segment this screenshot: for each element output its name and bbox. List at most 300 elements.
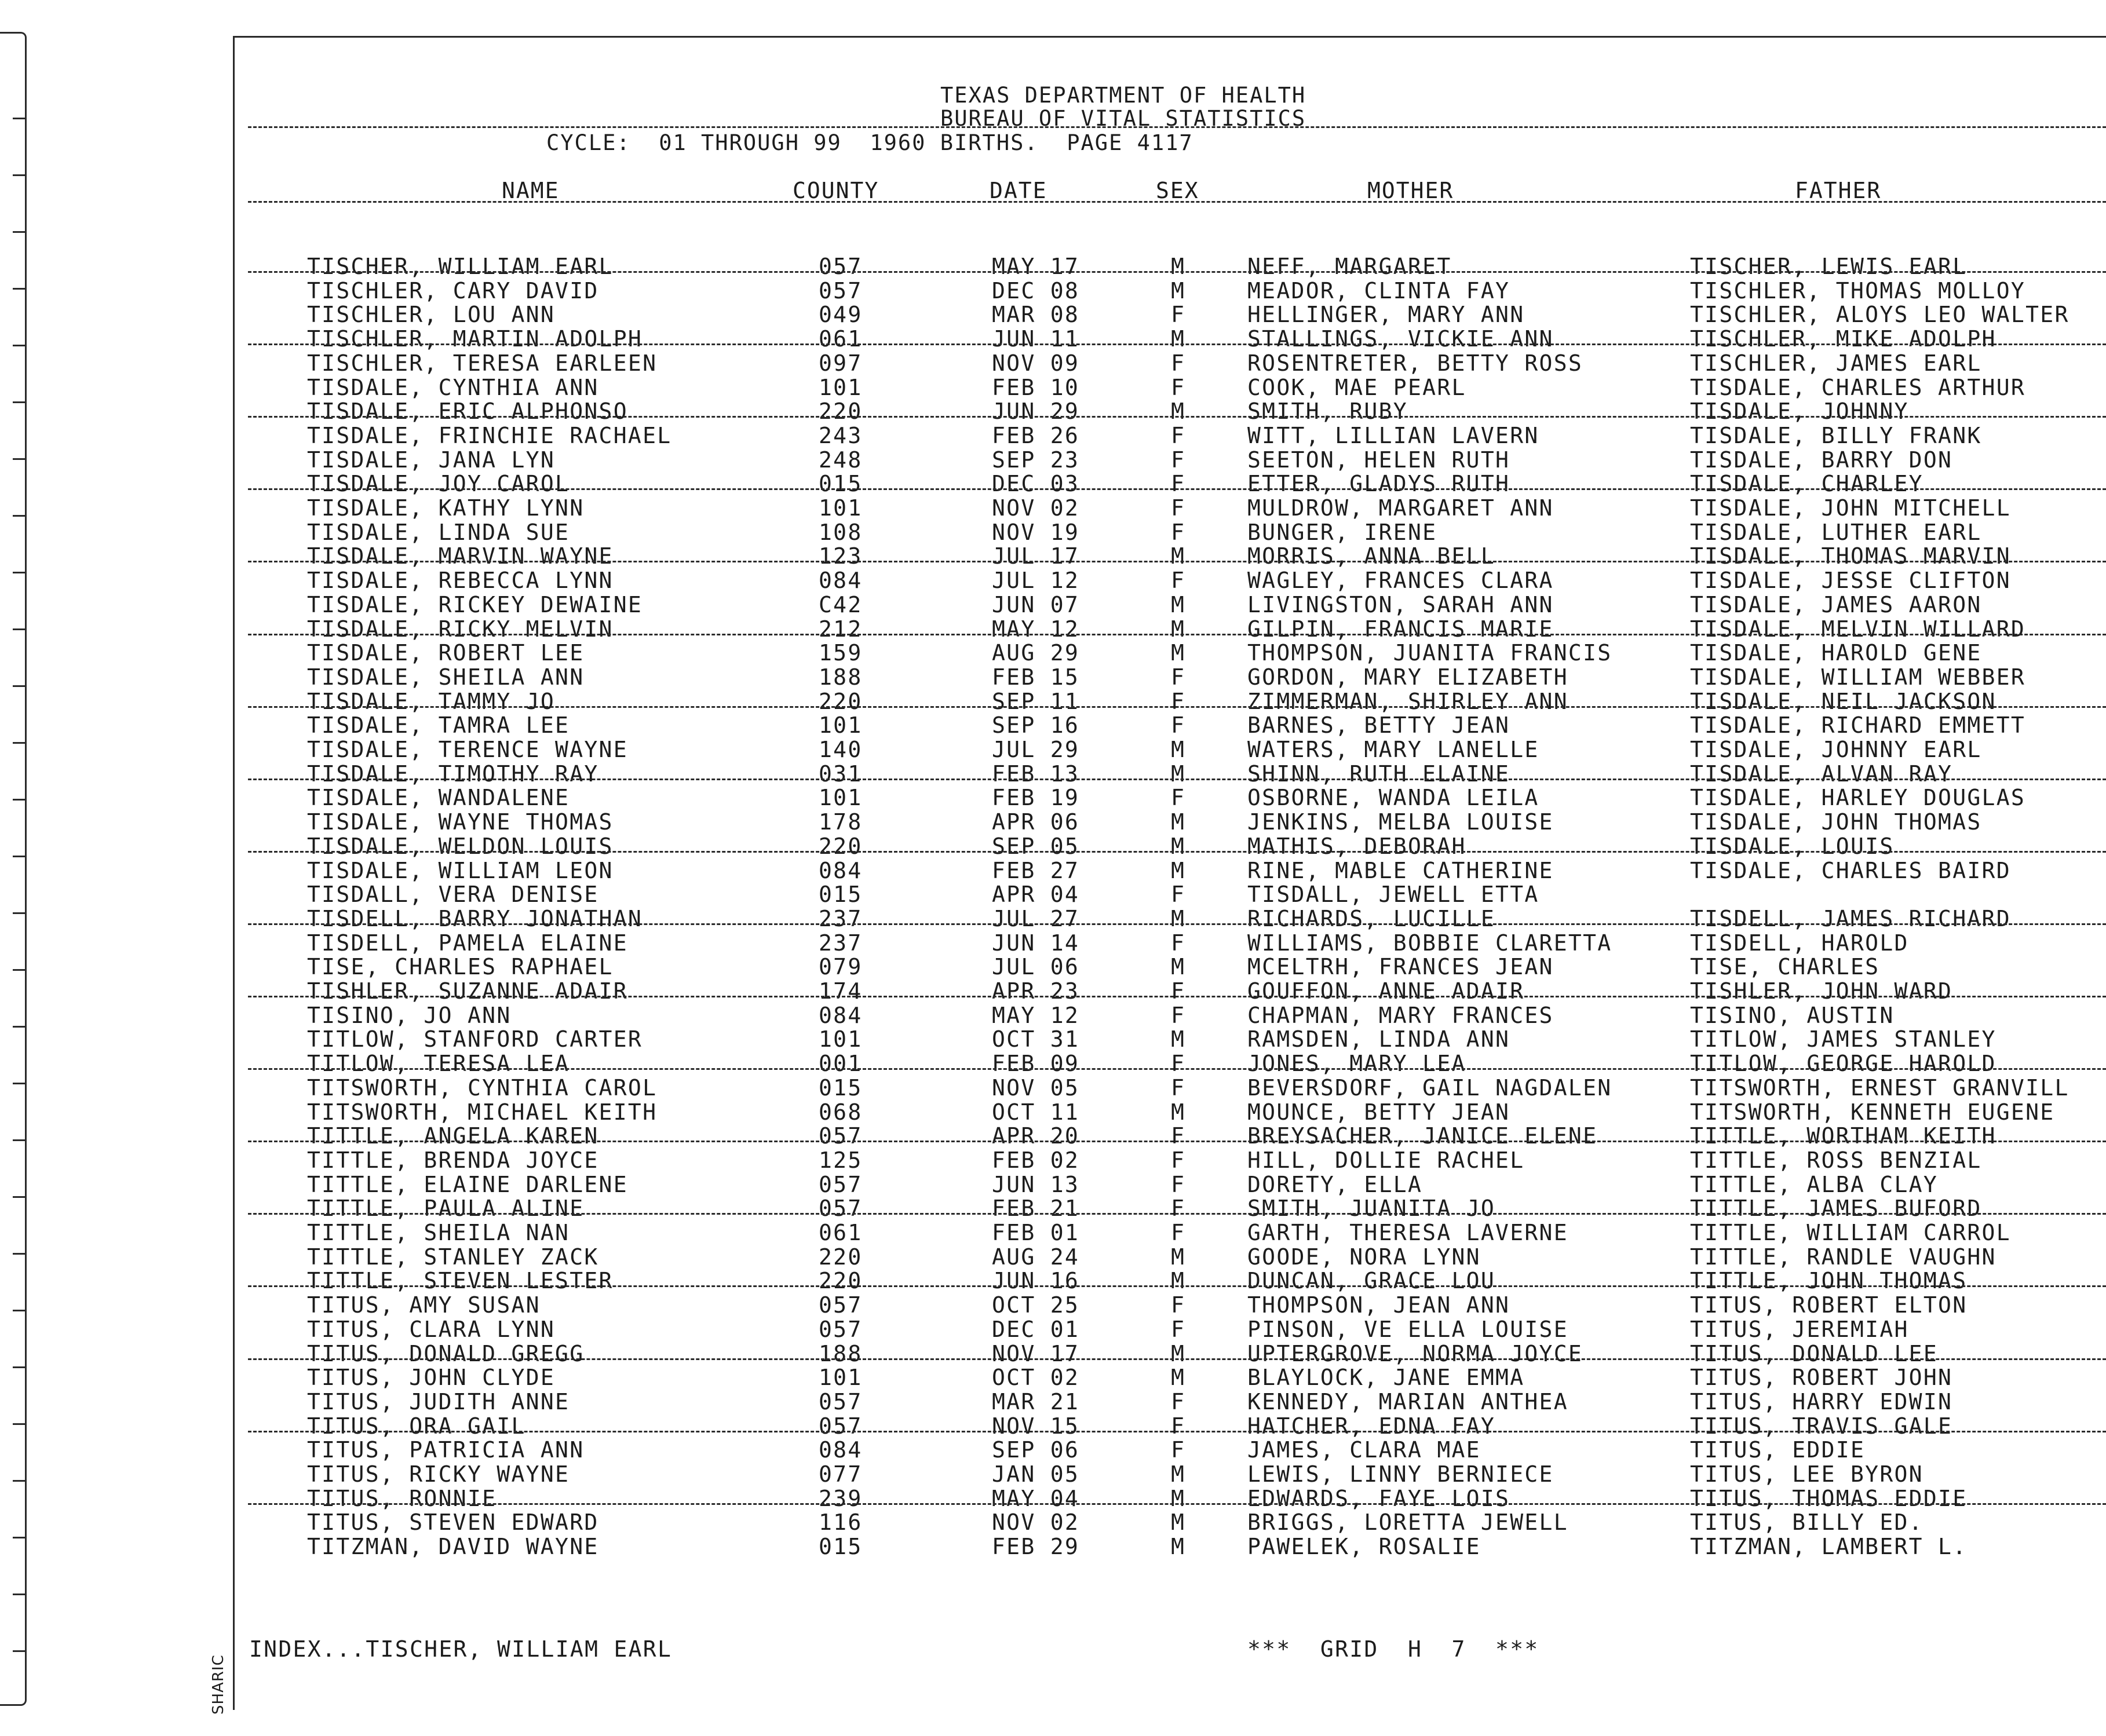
cell-mother: SHINN, RUTH ELAINE [1247,761,1510,787]
cell-name: TISCHLER, MARTIN ADOLPH [307,326,643,352]
table-row [0,809,2106,834]
cell-father: TISINO, AUSTIN [1690,1002,1895,1028]
table-row [0,1026,2106,1051]
cell-father: TISDELL, HAROLD [1690,930,1909,956]
cell-county: 084 [819,857,863,883]
cell-sex: F [1171,568,1186,594]
row-group-rule [248,634,2106,635]
cell-sex: F [1171,930,1186,956]
cell-name: TITUS, RONNIE [307,1485,497,1511]
cell-father: TISDALE, ALVAN RAY [1690,761,1953,787]
cell-date: FEB 19 [992,785,1080,811]
row-group-rule [248,996,2106,997]
cell-sex: M [1171,905,1186,931]
cell-name: TISDALE, TERENCE WAYNE [307,737,628,762]
cell-sex: M [1171,326,1186,352]
header-title: TEXAS DEPARTMENT OF HEALTH [940,83,1306,108]
cell-sex: M [1171,591,1186,617]
cell-name: TISDALE, WELDON LOUIS [307,833,614,859]
cell-name: TITLOW, STANFORD CARTER [307,1026,643,1052]
table-row [0,1220,2106,1244]
cell-mother: HELLINGER, MARY ANN [1247,302,1525,328]
row-group-rule [248,343,2106,345]
cell-sex: F [1171,1437,1186,1463]
cell-name: TISHLER, SUZANNE ADAIR [307,978,628,1004]
table-row [0,1172,2106,1196]
table-row [0,712,2106,737]
cell-name: TISDALE, TAMRA LEE [307,712,570,739]
cell-date: JUL 12 [992,568,1080,594]
cell-date: NOV 17 [992,1340,1080,1366]
cell-county: 079 [819,954,863,980]
table-row [0,858,2106,882]
cell-sex: M [1171,1026,1186,1052]
table-row [0,350,2106,375]
cell-date: MAY 12 [992,1002,1080,1028]
cell-sex: F [1171,1123,1186,1149]
table-row [0,954,2106,978]
cell-name: TISDALE, MARVIN WAYNE [307,543,614,569]
strip-tick [13,118,27,119]
cell-name: TITTLE, PAULA ALINE [307,1196,585,1222]
cell-mother: ETTER, GLADYS RUTH [1247,471,1510,497]
cell-date: JUN 13 [992,1171,1080,1197]
cell-father: TISDALE, BILLY FRANK [1690,422,1982,448]
cell-sex: F [1171,1292,1186,1318]
cell-father: TISE, CHARLES [1690,954,1880,980]
cell-mother: LEWIS, LINNY BERNIECE [1247,1461,1554,1487]
cell-sex: F [1171,785,1186,811]
cell-county: 057 [819,1171,863,1197]
cell-date: APR 06 [992,809,1080,835]
cell-date: OCT 31 [992,1026,1080,1052]
cell-name: TISDELL, BARRY JONATHAN [307,905,643,931]
cell-mother: MATHIS, DEBORAH [1247,833,1466,859]
cell-date: NOV 05 [992,1075,1080,1101]
row-group-rule [248,1431,2106,1432]
cell-father: TISDALE, HARLEY DOUGLAS [1690,785,2026,811]
cell-sex: M [1171,857,1186,883]
cell-father: TITSWORTH, KENNETH EUGENE [1690,1099,2055,1125]
cell-sex: F [1171,664,1186,690]
row-group-rule [248,923,2106,925]
cell-mother: GORDON, MARY ELIZABETH [1247,664,1568,690]
cell-sex: M [1171,761,1186,787]
cell-sex: M [1171,833,1186,859]
cell-county: 077 [819,1461,863,1487]
cell-father: TITUS, TRAVIS GALE [1690,1413,1953,1439]
cell-name: TISDALL, VERA DENISE [307,882,599,908]
cell-date: FEB 01 [992,1220,1080,1245]
cell-father: TISCHLER, THOMAS MOLLOY [1690,277,2026,304]
cell-date: AUG 24 [992,1244,1080,1270]
cell-sex: F [1171,1196,1186,1222]
cell-father: TITSWORTH, ERNEST GRANVILL [1690,1075,2069,1101]
cell-date: MAY 17 [992,254,1080,279]
cell-father: TITTLE, WORTHAM KEITH [1690,1123,1996,1149]
cell-date: JUN 14 [992,930,1080,956]
table-row [0,882,2106,906]
table-row [0,1317,2106,1341]
cell-mother: BREYSACHER, JANICE ELENE [1247,1123,1598,1149]
cell-name: TITTLE, ELAINE DARLENE [307,1171,628,1197]
cell-date: JUL 06 [992,954,1080,980]
cell-mother: DUNCAN, GRACE LOU [1247,1268,1496,1294]
cell-mother: SMITH, RUBY [1247,399,1408,425]
cell-county: 101 [819,1365,863,1391]
cell-father: TISCHLER, JAMES EARL [1690,350,1982,376]
cell-county: 001 [819,1051,863,1077]
row-group-rule [248,851,2106,853]
cell-county: 061 [819,326,863,352]
header-rule [248,126,2106,128]
cell-father: TITUS, BILLY ED. [1690,1510,1923,1536]
cell-date: SEP 23 [992,447,1080,473]
table-row [0,761,2106,785]
cell-father: TITUS, HARRY EDWIN [1690,1388,1953,1415]
cell-sex: F [1171,495,1186,521]
cell-sex: F [1171,1388,1186,1415]
cell-mother: JAMES, CLARA MAE [1247,1437,1481,1463]
cell-date: MAR 08 [992,302,1080,328]
table-row [0,689,2106,713]
cell-county: 097 [819,350,863,376]
cell-sex: M [1171,277,1186,304]
cell-mother: CHAPMAN, MARY FRANCES [1247,1002,1554,1028]
header-cycle: CYCLE: 01 THROUGH 99 1960 BIRTHS. PAGE 4117 [546,130,1193,155]
cell-father: TISCHLER, MIKE ADOLPH [1690,326,1996,352]
cell-father: TITTLE, RANDLE VAUGHN [1690,1244,1996,1270]
cell-date: JUN 16 [992,1268,1080,1294]
cell-sex: M [1171,1485,1186,1511]
cell-mother: GILPIN, FRANCIS MARIE [1247,616,1554,642]
cell-county: 159 [819,640,863,666]
cell-name: TITUS, STEVEN EDWARD [307,1510,599,1536]
cell-date: JUL 17 [992,543,1080,569]
cell-county: 220 [819,688,863,714]
cell-father: TISDELL, JAMES RICHARD [1690,905,2011,931]
cell-county: 057 [819,1413,863,1439]
cell-county: 084 [819,1002,863,1028]
cell-mother: PINSON, VE ELLA LOUISE [1247,1316,1568,1342]
cell-mother: BRIGGS, LORETTA JEWELL [1247,1510,1568,1536]
cell-name: TITTLE, BRENDA JOYCE [307,1147,599,1173]
cell-mother: GARTH, THERESA LAVERNE [1247,1220,1568,1245]
cell-mother: KENNEDY, MARIAN ANTHEA [1247,1388,1568,1415]
cell-father: TITZMAN, LAMBERT L. [1690,1534,1968,1560]
cell-father: TITTLE, ALBA CLAY [1690,1171,1939,1197]
cell-mother: STALLINGS, VICKIE ANN [1247,326,1554,352]
table-row [0,1003,2106,1027]
table-row [0,326,2106,350]
table-row [0,1292,2106,1317]
cell-date: AUG 29 [992,640,1080,666]
cell-name: TISDALE, WILLIAM LEON [307,857,614,883]
row-group-rule [248,1213,2106,1215]
cell-mother: MEADOR, CLINTA FAY [1247,277,1510,304]
cell-county: 015 [819,471,863,497]
cell-name: TISINO, JO ANN [307,1002,512,1028]
cell-date: FEB 29 [992,1534,1080,1560]
cell-sex: F [1171,1075,1186,1101]
cell-name: TISCHLER, LOU ANN [307,302,556,328]
cell-mother: SEETON, HELEN RUTH [1247,447,1510,473]
cell-date: SEP 11 [992,688,1080,714]
table-row [0,1510,2106,1534]
cell-sex: M [1171,1268,1186,1294]
cell-father: TITTLE, JAMES BUFORD [1690,1196,1982,1222]
cell-date: JUN 29 [992,399,1080,425]
strip-tick [13,1594,27,1595]
table-row [0,1486,2106,1510]
cell-date: DEC 08 [992,277,1080,304]
cell-sex: F [1171,422,1186,448]
index-label: INDEX...TISCHER, WILLIAM EARL [249,1636,673,1662]
cell-county: 057 [819,277,863,304]
cell-name: TITUS, JUDITH ANNE [307,1388,570,1415]
cell-date: NOV 15 [992,1413,1080,1439]
cell-mother: RINE, MABLE CATHERINE [1247,857,1554,883]
cell-mother: BEVERSDORF, GAIL NAGDALEN [1247,1075,1612,1101]
cell-county: 237 [819,905,863,931]
cell-county: 057 [819,1196,863,1222]
cell-sex: F [1171,1413,1186,1439]
cell-mother: LIVINGSTON, SARAH ANN [1247,591,1554,617]
cell-father: TITUS, ROBERT JOHN [1690,1365,1953,1391]
cell-date: JAN 05 [992,1461,1080,1487]
cell-county: 220 [819,399,863,425]
strip-tick [13,174,27,176]
cell-mother: HATCHER, EDNA FAY [1247,1413,1496,1439]
cell-sex: F [1171,882,1186,908]
cell-name: TISDALE, FRINCHIE RACHAEL [307,422,672,448]
cell-sex: F [1171,519,1186,545]
row-group-rule [248,271,2106,273]
cell-name: TISDALE, RICKEY DEWAINE [307,591,643,617]
cell-date: NOV 02 [992,495,1080,521]
table-row [0,471,2106,495]
cell-county: 084 [819,1437,863,1463]
cell-sex: F [1171,350,1186,376]
cell-name: TISCHLER, TERESA EARLEEN [307,350,658,376]
cell-name: TISCHLER, CARY DAVID [307,277,599,304]
cell-father: TISDALE, NEIL JACKSON [1690,688,1996,714]
row-group-rule [248,416,2106,418]
table-row [0,568,2106,592]
cell-county: 031 [819,761,863,787]
cell-father: TISDALE, CHARLES ARTHUR [1690,374,2026,400]
col-header-county: COUNTY [793,178,879,203]
cell-sex: M [1171,543,1186,569]
table-row [0,785,2106,809]
table-row [0,302,2106,326]
cell-name: TISDALE, ERIC ALPHONSO [307,399,628,425]
cell-father: TISDALE, BARRY DON [1690,447,1953,473]
cell-father: TISDALE, HAROLD GENE [1690,640,1982,666]
row-group-rule [248,1068,2106,1070]
cell-county: 220 [819,1244,863,1270]
col-header-date: DATE [990,178,1047,203]
row-group-rule [248,706,2106,708]
cell-father: TISCHER, LEWIS EARL [1690,254,1968,279]
cell-mother: MORRIS, ANNA BELL [1247,543,1496,569]
cell-date: JUN 11 [992,326,1080,352]
cell-name: TISDALE, CYNTHIA ANN [307,374,599,400]
table-row [0,1123,2106,1147]
cell-mother: THOMPSON, JUANITA FRANCIS [1247,640,1612,666]
cell-county: 101 [819,785,863,811]
cell-mother: GOUFFON, ANNE ADAIR [1247,978,1525,1004]
table-row [0,1196,2106,1220]
cell-mother: JONES, MARY LEA [1247,1051,1466,1077]
cell-sex: F [1171,688,1186,714]
cell-date: MAY 12 [992,616,1080,642]
cell-father: TISDALE, RICHARD EMMETT [1690,712,2026,739]
cell-name: TITTLE, STANLEY ZACK [307,1244,599,1270]
cell-name: TISDALE, KATHY LYNN [307,495,585,521]
cell-county: 140 [819,737,863,762]
cell-mother: NEFF, MARGARET [1247,254,1452,279]
cell-mother: DORETY, ELLA [1247,1171,1423,1197]
table-row [0,1341,2106,1365]
table-row [0,616,2106,641]
cell-name: TISDALE, TIMOTHY RAY [307,761,599,787]
cell-county: 015 [819,882,863,908]
cell-date: FEB 21 [992,1196,1080,1222]
cell-sex: M [1171,737,1186,762]
cell-sex: F [1171,374,1186,400]
row-group-rule [248,1285,2106,1287]
cell-mother: MOUNCE, BETTY JEAN [1247,1099,1510,1125]
cell-mother: ZIMMERMAN, SHIRLEY ANN [1247,688,1568,714]
cell-date: FEB 13 [992,761,1080,787]
cell-sex: F [1171,978,1186,1004]
cell-sex: M [1171,399,1186,425]
cell-sex: F [1171,1051,1186,1077]
cell-father: TISDALE, JESSE CLIFTON [1690,568,2011,594]
cell-county: 123 [819,543,863,569]
sharic-stamp: SHARIC [210,1654,227,1715]
cell-sex: F [1171,1002,1186,1028]
cell-sex: F [1171,1147,1186,1173]
cell-father: TISDALE, JAMES AARON [1690,591,1982,617]
cell-mother: THOMPSON, JEAN ANN [1247,1292,1510,1318]
cell-date: DEC 03 [992,471,1080,497]
col-header-sex: SEX [1156,178,1199,203]
cell-county: 188 [819,664,863,690]
cell-date: APR 23 [992,978,1080,1004]
cell-name: TITUS, AMY SUSAN [307,1292,541,1318]
cell-father: TITLOW, GEORGE HAROLD [1690,1051,1996,1077]
cell-county: 125 [819,1147,863,1173]
cell-date: OCT 11 [992,1099,1080,1125]
strip-tick [13,231,27,233]
cell-date: OCT 02 [992,1365,1080,1391]
cell-father: TITTLE, JOHN THOMAS [1690,1268,1968,1294]
cell-county: 116 [819,1510,863,1536]
cell-county: 174 [819,978,863,1004]
cell-mother: BARNES, BETTY JEAN [1247,712,1510,739]
cell-father: TISDALE, CHARLEY [1690,471,1923,497]
cell-father: TISDALE, JOHNNY EARL [1690,737,1982,762]
cell-date: NOV 02 [992,1510,1080,1536]
table-row [0,254,2106,278]
cell-name: TITLOW, TERESA LEA [307,1051,570,1077]
table-row [0,640,2106,664]
cell-county: 068 [819,1099,863,1125]
cell-sex: M [1171,1534,1186,1560]
cell-name: TITUS, PATRICIA ANN [307,1437,585,1463]
cell-county: 101 [819,495,863,521]
cell-date: FEB 02 [992,1147,1080,1173]
cell-sex: M [1171,616,1186,642]
table-row [0,375,2106,399]
cell-county: 101 [819,374,863,400]
cell-sex: F [1171,471,1186,497]
cell-father: TISDALE, JOHN THOMAS [1690,809,1982,835]
cell-father: TISDALE, JOHN MITCHELL [1690,495,2011,521]
table-row [0,543,2106,568]
cell-mother: MCELTRH, FRANCES JEAN [1247,954,1554,980]
cell-mother: RAMSDEN, LINDA ANN [1247,1026,1510,1052]
cell-mother: WATERS, MARY LANELLE [1247,737,1539,762]
cell-county: 178 [819,809,863,835]
cell-county: 015 [819,1075,863,1101]
cell-name: TITUS, RICKY WAYNE [307,1461,570,1487]
cell-name: TISDALE, REBECCA LYNN [307,568,614,594]
column-header-rule [248,201,2106,203]
table-row [0,737,2106,761]
cell-sex: F [1171,712,1186,739]
cell-father: TITUS, DONALD LEE [1690,1340,1939,1366]
cell-sex: F [1171,1171,1186,1197]
cell-sex: M [1171,1244,1186,1270]
cell-county: 049 [819,302,863,328]
cell-father: TISDALE, JOHNNY [1690,399,1909,425]
cell-date: JUN 07 [992,591,1080,617]
table-row [0,930,2106,955]
cell-date: FEB 15 [992,664,1080,690]
cell-county: 239 [819,1485,863,1511]
cell-father: TITLOW, JAMES STANLEY [1690,1026,1996,1052]
cell-father: TISDALE, THOMAS MARVIN [1690,543,2011,569]
cell-mother: BLAYLOCK, JANE EMMA [1247,1365,1525,1391]
cell-county: 101 [819,1026,863,1052]
cell-father: TISHLER, JOHN WARD [1690,978,1953,1004]
cell-date: SEP 16 [992,712,1080,739]
cell-name: TISDELL, PAMELA ELAINE [307,930,628,956]
cell-mother: GOODE, NORA LYNN [1247,1244,1481,1270]
cell-mother: WILLIAMS, BOBBIE CLARETTA [1247,930,1612,956]
cell-name: TISCHER, WILLIAM EARL [307,254,614,279]
cell-mother: TISDALL, JEWELL ETTA [1247,882,1539,908]
cell-mother: JENKINS, MELBA LOUISE [1247,809,1554,835]
cell-date: APR 20 [992,1123,1080,1149]
cell-sex: M [1171,1510,1186,1536]
strip-tick [13,1650,27,1652]
cell-sex: M [1171,1099,1186,1125]
cell-date: APR 04 [992,882,1080,908]
cell-name: TISDALE, TAMMY JO [307,688,556,714]
cell-county: 237 [819,930,863,956]
table-row [0,1413,2106,1438]
table-row [0,1268,2106,1292]
cell-sex: M [1171,254,1186,279]
cell-father: TISDALE, MELVIN WILLARD [1690,616,2026,642]
cell-date: SEP 05 [992,833,1080,859]
cell-name: TISE, CHARLES RAPHAEL [307,954,614,980]
cell-date: OCT 25 [992,1292,1080,1318]
